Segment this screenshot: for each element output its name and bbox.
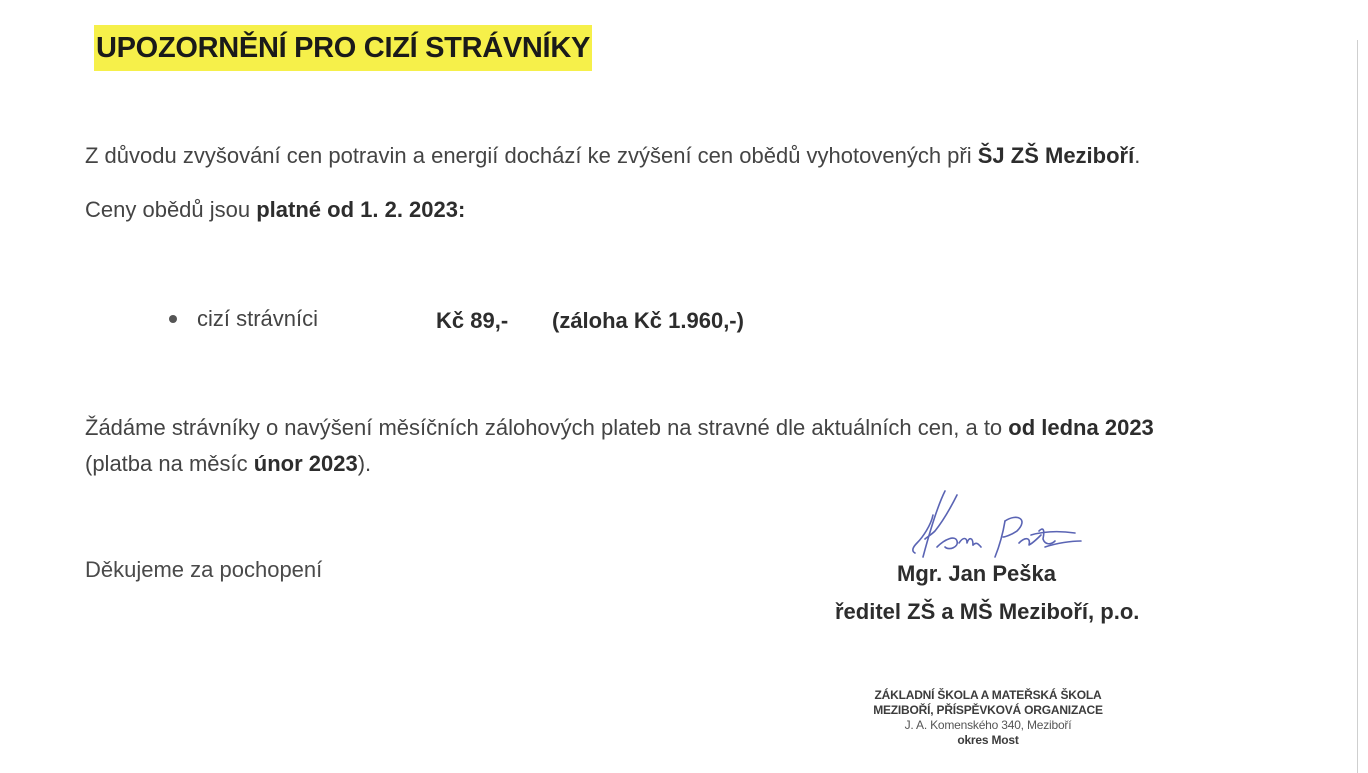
canteen-name: ŠJ ZŠ Meziboří xyxy=(977,143,1135,168)
deposit-value: (záloha Kč 1.960,-) xyxy=(552,308,744,333)
request-start-date: od ledna 2023 xyxy=(1008,415,1154,440)
school-stamp xyxy=(838,688,1138,748)
signer-name: Mgr. Jan Peška xyxy=(897,561,1056,586)
paragraph-text: Z důvodu zvyšování cen potravin a energií dochází ke zvýšení cen obědů vyhotovených při xyxy=(85,143,978,168)
price-category-label: cizí strávníci xyxy=(197,306,319,331)
signer-role: ředitel ZŠ a MŠ Meziboří, p.o. xyxy=(835,599,1140,624)
payment-month: únor 2023 xyxy=(253,451,358,476)
paragraph-valid-from xyxy=(85,197,465,223)
stamp-line-district: okres Most xyxy=(957,733,1019,747)
stamp-line-school: ZÁKLADNÍ ŠKOLA A MATEŘSKÁ ŠKOLA xyxy=(874,688,1102,702)
stamp-line-organization: MEZIBOŘÍ, PŘÍSPĚVKOVÁ ORGANIZACE xyxy=(873,703,1103,717)
price-value: Kč 89,- xyxy=(436,308,509,333)
paragraph-payment-month xyxy=(85,451,371,477)
paragraph-text-end: ). xyxy=(357,451,372,476)
paragraph-price-increase xyxy=(85,143,1140,169)
paragraph-request xyxy=(85,415,1154,441)
paragraph-text: Žádáme strávníky o navýšení měsíčních zálohových plateb na stravné dle aktuálních cen, a to xyxy=(85,415,1009,440)
valid-from-date: platné od 1. 2. 2023: xyxy=(256,197,466,222)
stamp-line-address: J. A. Komenského 340, Meziboří xyxy=(904,718,1072,732)
closing-thanks: Děkujeme za pochopení xyxy=(85,557,323,582)
paragraph-text: Ceny obědů jsou xyxy=(85,197,257,222)
bullet-icon xyxy=(169,315,177,323)
page-edge xyxy=(1357,40,1358,773)
notice-title: UPOZORNĚNÍ PRO CIZÍ STRÁVNÍKY xyxy=(94,25,592,71)
paragraph-text-end: . xyxy=(1134,143,1141,168)
paragraph-text: (platba na měsíc xyxy=(85,451,254,476)
